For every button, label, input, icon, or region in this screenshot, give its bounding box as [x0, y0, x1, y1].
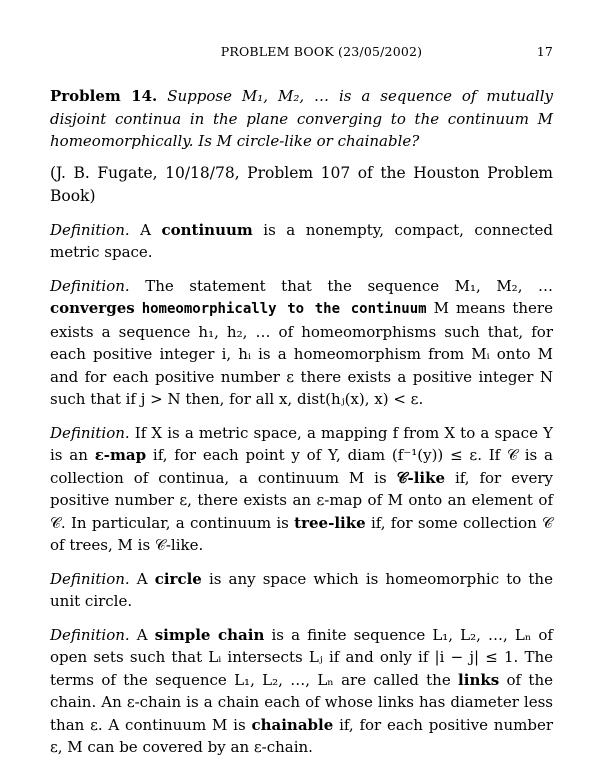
definition-label: Definition.: [50, 625, 130, 644]
defined-term: 𝒞-like: [396, 468, 446, 487]
defined-term: chainable: [251, 715, 334, 734]
definition-simple-chain: [50, 624, 553, 759]
definition-text: if, for every positive number ε, there exists an ε-map of M onto an element of 𝒞. In particular, a continuum is: [50, 468, 553, 532]
defined-term: homeomorphically to the continuum: [141, 301, 427, 317]
definition-text: if, for each point y of Y, diam (f⁻¹(y)) ≤ ε. If 𝒞 is a collection of continua, a continuum M is: [50, 446, 553, 487]
definition-text: M means there exists a sequence h₁, h₂, … of homeomorphisms such that, for each positive integer i, hᵢ is a homeomorphism from Mᵢ onto M and for each positive number ε there exists a positive integer N such that if j > N then, for all x, dist(hⱼ(x), x) < ε.: [50, 299, 553, 408]
problem-statement: Suppose M₁, M₂, … is a sequence of mutually disjoint continua in the plane converging to the continuum M homeomorphically. Is M circle-like or chainable?: [50, 87, 553, 150]
definition-text: is a finite sequence L₁, L₂, …, Lₙ of open sets such that Lᵢ intersects Lⱼ if and only if |i − j| ≤ 1. The terms of the sequence L₁, L₂, …, Lₙ are called the: [50, 625, 553, 689]
problem-label: Problem 14.: [50, 87, 158, 105]
running-header: [50, 44, 553, 66]
definition-circle: [50, 568, 553, 613]
definition-text: of the chain. An ε-chain is a chain each of whose links has diameter less than ε. A continuum M is: [50, 670, 553, 734]
definition-text: If X is a metric space, a mapping f from X to a space Y is an: [50, 423, 553, 464]
definition-continuum: [50, 219, 553, 264]
definition-text: The statement that the sequence M₁, M₂, …: [145, 276, 553, 295]
defined-term: links: [458, 670, 500, 689]
definition-text: A: [140, 220, 151, 239]
definition-converges-homeomorphically: [50, 275, 553, 411]
definition-label: Definition.: [50, 423, 130, 442]
definition-text: is a nonempty, compact, connected metric space.: [50, 220, 553, 261]
defined-term: ε-map: [94, 446, 147, 464]
page-number: 17: [536, 44, 553, 59]
definition-label: Definition.: [50, 569, 130, 588]
definition-label: Definition.: [50, 276, 130, 295]
running-title: PROBLEM BOOK (23/05/2002): [220, 44, 423, 59]
paper-page: [50, 44, 553, 759]
defined-term: tree-like: [294, 513, 366, 532]
problem-14: [50, 85, 553, 153]
definition-epsilon-map: [50, 422, 553, 557]
definition-text: if, for each positive number ε, M can be covered by an ε-chain.: [50, 715, 553, 756]
definition-text: if, for some collection 𝒞 of trees, M is 𝒞-like.: [50, 513, 553, 554]
defined-term: converges: [50, 299, 135, 317]
defined-term: circle: [154, 569, 202, 588]
definition-text: A: [136, 569, 148, 588]
problem-reference: (J. B. Fugate, 10/18/78, Problem 107 of the Houston Problem Book): [50, 163, 553, 205]
defined-term: continuum: [161, 220, 253, 239]
defined-term: simple chain: [154, 625, 265, 644]
definition-text: A: [136, 625, 148, 644]
definition-text: is any space which is homeomorphic to the unit circle.: [50, 569, 553, 610]
definition-label: Definition.: [50, 220, 130, 239]
